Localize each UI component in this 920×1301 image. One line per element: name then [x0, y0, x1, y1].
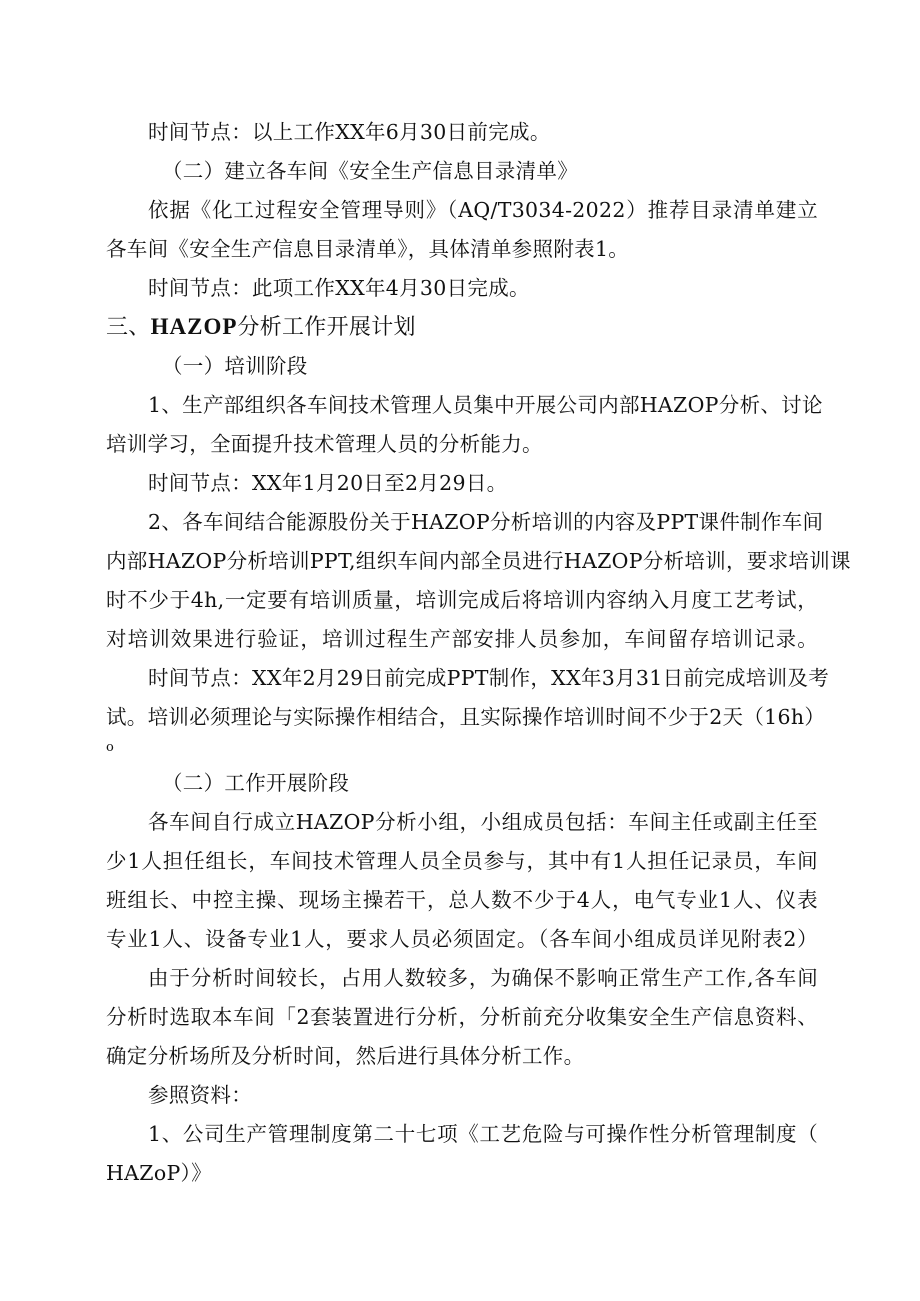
section-keyword: HAZOP — [150, 314, 238, 339]
section-subheading: （二）工作开展阶段 — [162, 771, 350, 795]
section-heading — [106, 313, 416, 342]
text-line: 确定分析场所及分析时间，然后进行具体分析工作。 — [106, 1044, 585, 1068]
text-line: 参照资料： — [148, 1083, 252, 1107]
text-line: 时间节点：XX年2月29日前完成PPT制作，XX年3月31日前完成培训及考 — [148, 666, 829, 690]
text-line: 时间节点：XX年1月20日至2月29日。 — [148, 471, 508, 495]
text-line: 内部HAZOP分析培训PPT,组织车间内部全员进行HAZOP分析培训，要求培训课 — [106, 549, 851, 573]
text-line: 分析时选取本车间「2套装置进行分析，分析前充分收集安全生产信息资料、 — [106, 1005, 818, 1029]
text-line: 由于分析时间较长，占用人数较多，为确保不影响正常生产工作,各车间 — [148, 966, 818, 990]
text-line: 1、生产部组织各车间技术管理人员集中开展公司内部HAZOP分析、讨论 — [148, 393, 823, 417]
text-line: 时间节点：此项工作XX年4月30日完成。 — [148, 276, 530, 300]
text-line: 1、公司生产管理制度第二十七项《工艺危险与可操作性分析管理制度（ — [148, 1122, 818, 1146]
section-subheading: （一）培训阶段 — [162, 354, 308, 378]
text-line: 专业1人、设备专业1人，要求人员必须固定。（各车间小组成员详见附表2） — [106, 927, 818, 951]
text-line: 时不少于4h,一定要有培训质量，培训完成后将培训内容纳入月度工艺考试， — [106, 588, 818, 612]
text-line: HAZoP）》 — [106, 1161, 212, 1185]
text-line: 各车间《安全生产信息目录清单》，具体清单参照附表1。 — [106, 237, 630, 261]
text-line: 时间节点：以上工作XX年6月30日前完成。 — [148, 120, 551, 144]
text-line: 2、各车间结合能源股份关于HAZOP分析培训的内容及PPT课件制作车间 — [148, 510, 824, 534]
text-line: 依据《化工过程安全管理导则》（AQ/T3034-2022）推荐目录清单建立 — [148, 198, 818, 222]
text-line: 试。培训必须理论与实际操作相结合，且实际操作培训时间不少于2天（16h） — [106, 705, 826, 729]
section-title: 分析工作开展计划 — [237, 315, 416, 340]
text-line: 对培训效果进行验证，培训过程生产部安排人员参加，车间留存培训记录。 — [106, 627, 818, 651]
section-number: 三、 — [106, 315, 151, 340]
text-line: 培训学习，全面提升技术管理人员的分析能力。 — [106, 432, 543, 456]
text-line: 少1人担任组长，车间技术管理人员全员参与，其中有1人担任记录员，车间 — [106, 849, 818, 873]
text-line: 各车间自行成立HAZOP分析小组，小组成员包括：车间主任或副主任至 — [148, 810, 818, 834]
section-subheading: （二）建立各车间《安全生产信息目录清单》 — [162, 159, 578, 183]
text-line: o — [106, 740, 115, 755]
text-line: 班组长、中控主操、现场主操若干，总人数不少于4人，电气专业1人、仪表 — [106, 888, 818, 912]
